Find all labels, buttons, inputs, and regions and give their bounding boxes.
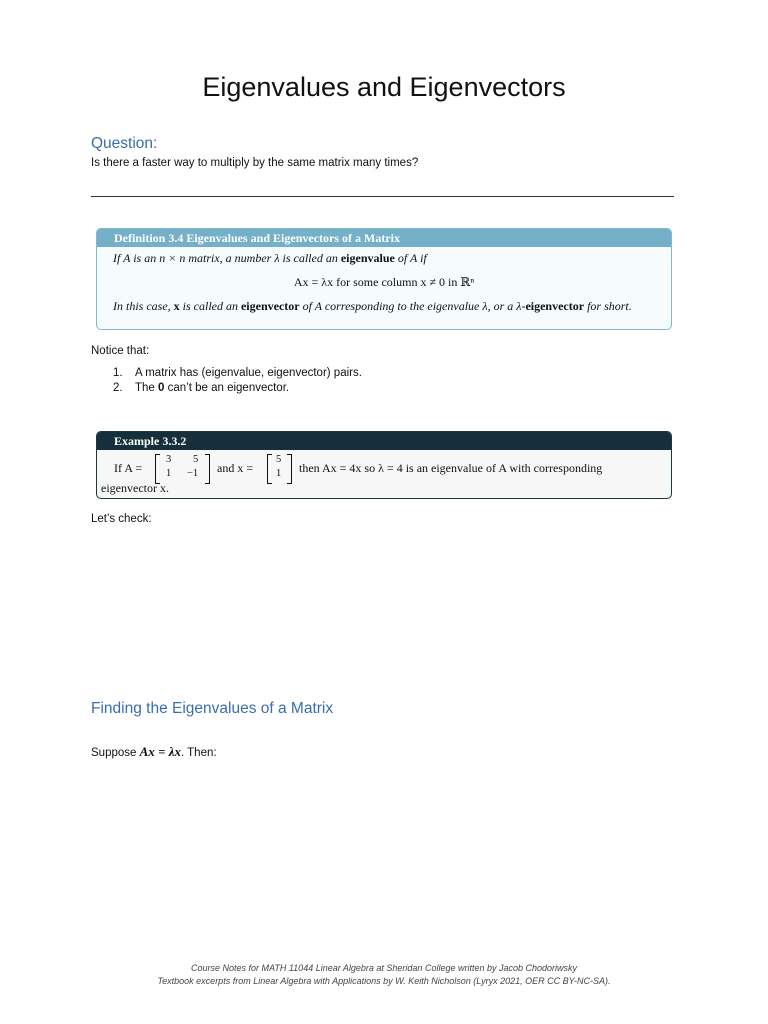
definition-line-1: If A is an n × n matrix, a number λ is called an eigenvalue of A if xyxy=(113,251,427,265)
example-and-text: and x = xyxy=(217,461,254,475)
definition-header: Definition 3.4 Eigenvalues and Eigenvectors of a Matrix xyxy=(97,229,671,247)
vector-x: 5 1 xyxy=(267,454,292,482)
check-label: Let’s check: xyxy=(91,513,152,525)
matrix-a: 3 5 1 −1 xyxy=(155,454,210,482)
footer-line-1: Course Notes for MATH 11044 Linear Algebra at Sheridan College written by Jacob Chodoriwsky xyxy=(190,963,578,973)
suppose-text: Suppose Ax = λx. Then: xyxy=(91,744,217,759)
example-then-text: then Ax = 4x so λ = 4 is an eigenvalue of A with corresponding xyxy=(299,461,603,475)
list-item: 1. A matrix has (eigenvalue, eigenvector) pairs. xyxy=(113,367,362,379)
list-item: 2. The 0 can’t be an eigenvector. xyxy=(113,382,290,394)
answer-line xyxy=(91,196,674,197)
section-heading: Finding the Eigenvalues of a Matrix xyxy=(91,700,334,717)
question-heading: Question: xyxy=(91,135,158,152)
example-header: Example 3.3.2 xyxy=(97,432,671,450)
notice-intro: Notice that: xyxy=(91,345,150,357)
example-line-2: eigenvector x. xyxy=(101,481,169,495)
page-title: Eigenvalues and Eigenvectors xyxy=(202,72,566,102)
example-if-text: If A = xyxy=(114,461,143,475)
definition-equation: Ax = λx for some column x ≠ 0 in ℝⁿ xyxy=(293,275,475,289)
example-box xyxy=(96,431,672,499)
definition-line-3: In this case, x is called an eigenvector of A corresponding to the eigenvalue λ, or a λ-eigenvector for short. xyxy=(113,299,632,313)
notice-list xyxy=(113,366,362,396)
footer-line-2: Textbook excerpts from Linear Algebra with Applications by W. Keith Nicholson (Lyryx 2021, OER CC BY-NC-SA). xyxy=(157,976,611,986)
question-text: Is there a faster way to multiply by the same matrix many times? xyxy=(91,157,419,169)
definition-box xyxy=(96,228,672,330)
